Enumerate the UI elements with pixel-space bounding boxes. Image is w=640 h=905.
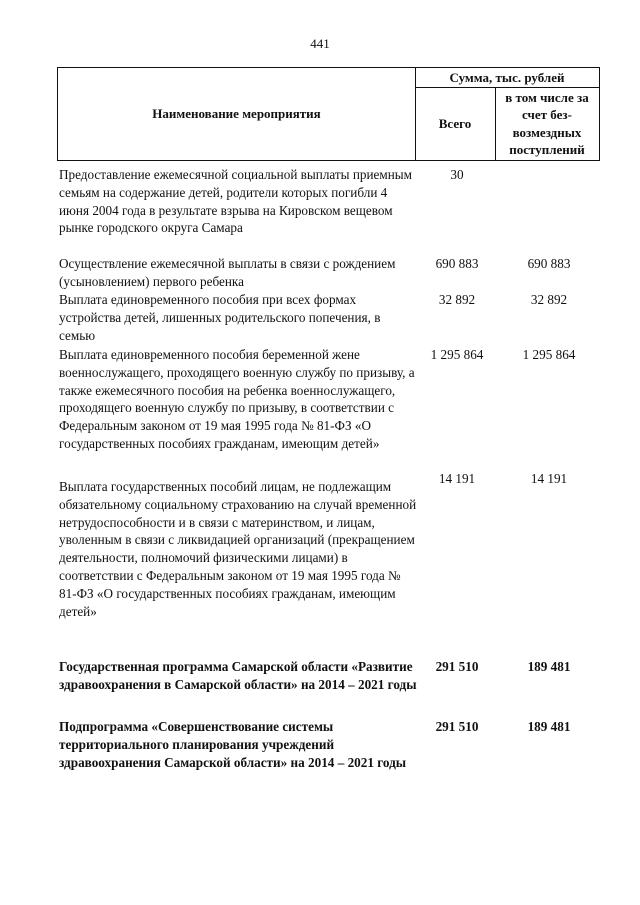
row-including: 1 295 864 bbox=[522, 347, 576, 362]
row-including: 32 892 bbox=[530, 292, 568, 307]
header-total-column: Всего bbox=[438, 115, 472, 131]
row-total: 30 bbox=[450, 167, 464, 182]
header-sum-column: Сумма, тыс. рублей bbox=[449, 69, 565, 85]
row-name: Государственная программа Самарской области «Развитие здравоохранения в Самарской области» на 2014 – 2021 годы bbox=[59, 659, 417, 692]
row-name: Выплата единовременного пособия беременной жене военнослужащего, проходящего военную службу по призыву, а также ежемесячного пособия на ребенка военнослужащего, проходящего военную службу по призыву, в соответствии с Федеральным законом от 19 мая 1995 года № 81-ФЗ «О государственных пособиях гражданам, имеющим детей» bbox=[59, 347, 415, 451]
row-total: 14 191 bbox=[438, 471, 476, 486]
row-total: 291 510 bbox=[435, 659, 479, 674]
table-header bbox=[57, 67, 600, 161]
row-name: Осуществление ежемесячной выплаты в связи с рождением (усыновлением) первого ребенка bbox=[59, 256, 396, 289]
row-name: Выплата государственных пособий лицам, не подлежащим обязательному социальному страхованию на случай временной нетрудоспособности и в связи с материнством, и лицам, уволенным в связи с ликвидацией организаций (прекращением деятельности, полномочий физическими лицами) в соответствии с Федеральным законом от 19 мая 1995 года № 81-ФЗ «О государственных пособиях гражданам, имеющим детей» bbox=[59, 479, 417, 619]
row-including: 690 883 bbox=[527, 256, 571, 271]
row-total: 291 510 bbox=[435, 719, 479, 734]
row-name: Подпрограмма «Совершенствование системы территориального планирования учреждений здравоохранения Самарской области» на 2014 – 2021 годы bbox=[59, 719, 407, 770]
row-including: 14 191 bbox=[530, 471, 568, 486]
row-total: 32 892 bbox=[438, 292, 476, 307]
row-name: Предоставление ежемесячной социальной выплаты приемным семьям на содержание детей, родители которых погибли 4 июня 2004 года в результате взрыва на Кировском вещевом рынке городского округа Самара bbox=[59, 167, 412, 236]
row-including: 189 481 bbox=[527, 659, 571, 674]
row-name: Выплата единовременного пособия при всех формах устройства детей, лишенных родительского попечения, в семью bbox=[59, 292, 381, 343]
header-including-column: в том числе за счет без-возмездных поступлений bbox=[505, 89, 589, 157]
page-number: 441 bbox=[310, 36, 330, 51]
row-total: 1 295 864 bbox=[430, 347, 484, 362]
row-total: 690 883 bbox=[435, 256, 479, 271]
row-including: 189 481 bbox=[527, 719, 571, 734]
header-name-column: Наименование мероприятия bbox=[152, 106, 321, 121]
